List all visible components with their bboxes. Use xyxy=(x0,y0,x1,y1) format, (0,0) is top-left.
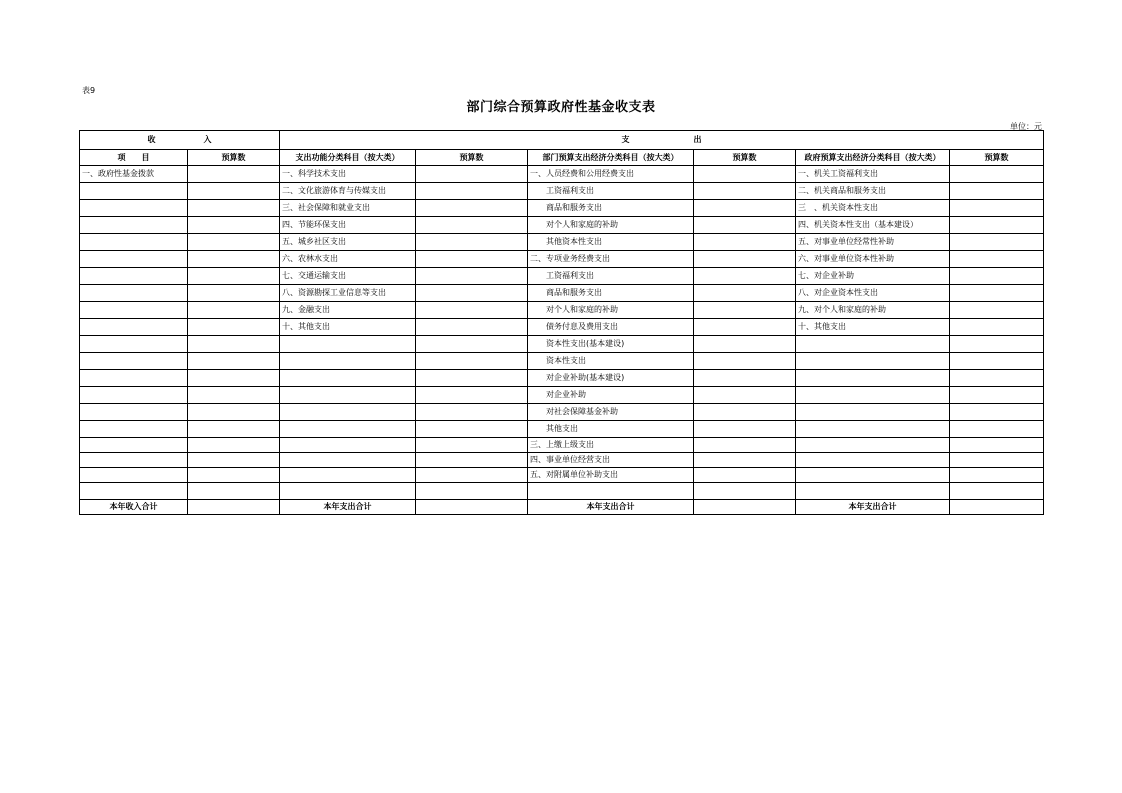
table-cell xyxy=(694,370,796,387)
table-cell xyxy=(694,302,796,319)
table-cell xyxy=(188,234,280,251)
table-number: 表9 xyxy=(82,86,96,95)
total-cell: 本年支出合计 xyxy=(796,500,950,515)
table-cell xyxy=(416,217,528,234)
table-cell: 一、政府性基金拨款 xyxy=(80,166,188,183)
table-cell xyxy=(80,251,188,268)
header-row-columns xyxy=(80,150,1044,166)
table-cell xyxy=(950,336,1044,353)
table-cell xyxy=(950,387,1044,404)
col-header-budget: 预算数 xyxy=(694,150,796,166)
table-cell xyxy=(950,234,1044,251)
table-cell: 四、机关资本性支出（基本建设） xyxy=(796,217,950,234)
table-cell: 三 、机关资本性支出 xyxy=(796,200,950,217)
table-cell xyxy=(694,217,796,234)
table-cell xyxy=(280,336,416,353)
table-cell xyxy=(950,319,1044,336)
table-cell xyxy=(416,453,528,468)
table-cell xyxy=(694,268,796,285)
table-cell xyxy=(80,453,188,468)
table-cell: 一、科学技术支出 xyxy=(280,166,416,183)
table-cell: 九、金融支出 xyxy=(280,302,416,319)
table-cell xyxy=(950,404,1044,421)
table-cell xyxy=(280,370,416,387)
table-cell: 九、对个人和家庭的补助 xyxy=(796,302,950,319)
table-cell xyxy=(188,268,280,285)
table-cell xyxy=(188,336,280,353)
table-cell xyxy=(280,387,416,404)
table-row xyxy=(80,404,1044,421)
expense-header: 支 出 xyxy=(280,131,1044,150)
table-cell xyxy=(416,268,528,285)
table-cell xyxy=(416,483,528,500)
table-cell xyxy=(950,302,1044,319)
budget-table xyxy=(79,130,1044,515)
table-cell xyxy=(950,370,1044,387)
table-row xyxy=(80,468,1044,483)
table-cell xyxy=(950,166,1044,183)
table-cell xyxy=(416,251,528,268)
table-row xyxy=(80,387,1044,404)
table-cell xyxy=(188,302,280,319)
table-cell xyxy=(188,166,280,183)
table-cell: 五、城乡社区支出 xyxy=(280,234,416,251)
table-cell xyxy=(416,302,528,319)
table-cell xyxy=(694,183,796,200)
table-cell xyxy=(416,234,528,251)
table-cell xyxy=(416,438,528,453)
table-cell xyxy=(188,251,280,268)
table-cell: 对企业补助 xyxy=(528,387,694,404)
table-cell xyxy=(80,438,188,453)
table-cell xyxy=(80,483,188,500)
table-row xyxy=(80,285,1044,302)
table-cell xyxy=(416,336,528,353)
table-cell xyxy=(796,453,950,468)
table-cell: 商品和服务支出 xyxy=(528,200,694,217)
table-cell xyxy=(694,421,796,438)
table-cell xyxy=(694,251,796,268)
table-cell xyxy=(280,353,416,370)
table-cell: 工资福利支出 xyxy=(528,183,694,200)
table-cell xyxy=(950,217,1044,234)
col-header-budget: 预算数 xyxy=(416,150,528,166)
table-cell xyxy=(416,387,528,404)
table-row xyxy=(80,183,1044,200)
table-cell xyxy=(694,319,796,336)
table-cell xyxy=(796,336,950,353)
table-cell: 二、机关商品和服务支出 xyxy=(796,183,950,200)
table-cell xyxy=(80,234,188,251)
table-cell xyxy=(80,404,188,421)
table-cell xyxy=(950,353,1044,370)
table-cell: 四、事业单位经营支出 xyxy=(528,453,694,468)
table-cell xyxy=(416,183,528,200)
table-cell: 对个人和家庭的补助 xyxy=(528,217,694,234)
table-cell: 五、对事业单位经常性补助 xyxy=(796,234,950,251)
table-row xyxy=(80,438,1044,453)
table-cell: 资本性支出(基本建设) xyxy=(528,336,694,353)
table-cell xyxy=(416,421,528,438)
col-header-dept-economic: 部门预算支出经济分类科目（按大类） xyxy=(528,150,694,166)
table-cell xyxy=(188,285,280,302)
table-cell: 五、对附属单位补助支出 xyxy=(528,468,694,483)
total-cell xyxy=(694,500,796,515)
unit-label: 单位：元 xyxy=(1010,122,1042,131)
table-cell xyxy=(188,217,280,234)
table-cell xyxy=(694,483,796,500)
total-cell: 本年支出合计 xyxy=(280,500,416,515)
table-cell: 四、节能环保支出 xyxy=(280,217,416,234)
table-cell xyxy=(694,404,796,421)
table-cell: 对企业补助(基本建设) xyxy=(528,370,694,387)
col-header-function: 支出功能分类科目（按大类） xyxy=(280,150,416,166)
table-cell xyxy=(950,421,1044,438)
table-cell xyxy=(950,453,1044,468)
total-cell xyxy=(416,500,528,515)
table-cell xyxy=(694,453,796,468)
table-cell xyxy=(188,353,280,370)
table-cell xyxy=(80,268,188,285)
table-cell xyxy=(416,319,528,336)
table-cell xyxy=(280,483,416,500)
table-cell xyxy=(80,217,188,234)
table-row xyxy=(80,166,1044,183)
table-row xyxy=(80,319,1044,336)
table-cell xyxy=(950,268,1044,285)
header-row-group xyxy=(80,131,1044,150)
table-cell: 二、专项业务经费支出 xyxy=(528,251,694,268)
table-row xyxy=(80,234,1044,251)
table-cell xyxy=(796,353,950,370)
table-cell xyxy=(188,200,280,217)
table-cell xyxy=(188,421,280,438)
total-cell xyxy=(950,500,1044,515)
table-cell xyxy=(188,404,280,421)
table-row xyxy=(80,353,1044,370)
table-row xyxy=(80,483,1044,500)
table-cell xyxy=(796,387,950,404)
table-cell xyxy=(280,421,416,438)
table-cell xyxy=(416,404,528,421)
table-cell xyxy=(950,468,1044,483)
table-cell xyxy=(416,166,528,183)
table-cell xyxy=(416,370,528,387)
table-cell xyxy=(80,183,188,200)
table-cell: 七、对企业补助 xyxy=(796,268,950,285)
table-cell: 对社会保障基金补助 xyxy=(528,404,694,421)
table-cell xyxy=(950,483,1044,500)
table-row xyxy=(80,336,1044,353)
table-cell xyxy=(80,319,188,336)
table-cell: 债务付息及费用支出 xyxy=(528,319,694,336)
table-cell: 十、其他支出 xyxy=(796,319,950,336)
table-cell xyxy=(80,285,188,302)
total-cell xyxy=(188,500,280,515)
totals-row xyxy=(80,500,1044,515)
table-cell xyxy=(416,353,528,370)
table-cell xyxy=(416,200,528,217)
table-cell: 工资福利支出 xyxy=(528,268,694,285)
table-cell xyxy=(188,183,280,200)
table-cell xyxy=(80,336,188,353)
table-cell: 三、社会保障和就业支出 xyxy=(280,200,416,217)
table-cell: 其他资本性支出 xyxy=(528,234,694,251)
table-cell: 八、对企业资本性支出 xyxy=(796,285,950,302)
table-cell xyxy=(694,166,796,183)
table-cell xyxy=(950,251,1044,268)
table-cell xyxy=(694,200,796,217)
table-cell xyxy=(796,421,950,438)
table-cell: 二、文化旅游体育与传媒支出 xyxy=(280,183,416,200)
table-cell xyxy=(280,438,416,453)
table-cell xyxy=(188,468,280,483)
table-cell: 商品和服务支出 xyxy=(528,285,694,302)
col-header-gov-economic: 政府预算支出经济分类科目（按大类） xyxy=(796,150,950,166)
table-cell xyxy=(188,370,280,387)
table-cell xyxy=(694,387,796,404)
table-cell xyxy=(416,468,528,483)
table-cell xyxy=(280,453,416,468)
table-cell xyxy=(80,302,188,319)
table-cell: 三、上缴上级支出 xyxy=(528,438,694,453)
table-cell: 六、对事业单位资本性补助 xyxy=(796,251,950,268)
table-cell xyxy=(188,319,280,336)
table-cell xyxy=(694,438,796,453)
table-cell xyxy=(280,404,416,421)
col-header-item: 项 目 xyxy=(80,150,188,166)
table-row xyxy=(80,268,1044,285)
table-cell xyxy=(950,200,1044,217)
table-cell xyxy=(796,370,950,387)
table-cell xyxy=(950,438,1044,453)
table-cell: 七、交通运输支出 xyxy=(280,268,416,285)
table-cell: 八、资源勘探工业信息等支出 xyxy=(280,285,416,302)
table-cell xyxy=(950,183,1044,200)
table-cell: 其他支出 xyxy=(528,421,694,438)
table-cell: 对个人和家庭的补助 xyxy=(528,302,694,319)
table-cell: 一、机关工资福利支出 xyxy=(796,166,950,183)
table-cell: 资本性支出 xyxy=(528,353,694,370)
table-cell xyxy=(188,483,280,500)
col-header-budget: 预算数 xyxy=(950,150,1044,166)
table-cell xyxy=(80,370,188,387)
table-cell xyxy=(80,421,188,438)
total-cell: 本年收入合计 xyxy=(80,500,188,515)
table-cell xyxy=(796,468,950,483)
table-cell xyxy=(188,438,280,453)
page-title: 部门综合预算政府性基金收支表 xyxy=(466,100,656,115)
table-cell xyxy=(416,285,528,302)
table-cell xyxy=(80,468,188,483)
table-row xyxy=(80,302,1044,319)
table-cell xyxy=(188,387,280,404)
table-cell xyxy=(528,483,694,500)
table-cell xyxy=(188,453,280,468)
table-cell xyxy=(796,438,950,453)
table-row xyxy=(80,453,1044,468)
table-cell: 一、人员经费和公用经费支出 xyxy=(528,166,694,183)
table-cell xyxy=(694,336,796,353)
income-header: 收 入 xyxy=(80,131,280,150)
table-cell xyxy=(694,234,796,251)
table-cell xyxy=(280,468,416,483)
col-header-budget: 预算数 xyxy=(188,150,280,166)
table-cell xyxy=(694,353,796,370)
table-row xyxy=(80,200,1044,217)
table-cell xyxy=(80,353,188,370)
table-cell xyxy=(950,285,1044,302)
table-cell xyxy=(694,468,796,483)
table-row xyxy=(80,251,1044,268)
total-cell: 本年支出合计 xyxy=(528,500,694,515)
table-cell xyxy=(80,387,188,404)
table-cell xyxy=(796,483,950,500)
table-cell xyxy=(80,200,188,217)
table-row xyxy=(80,370,1044,387)
table-cell xyxy=(796,404,950,421)
table-row xyxy=(80,421,1044,438)
table-cell: 十、其他支出 xyxy=(280,319,416,336)
table-row xyxy=(80,217,1044,234)
table-cell: 六、农林水支出 xyxy=(280,251,416,268)
table-cell xyxy=(694,285,796,302)
